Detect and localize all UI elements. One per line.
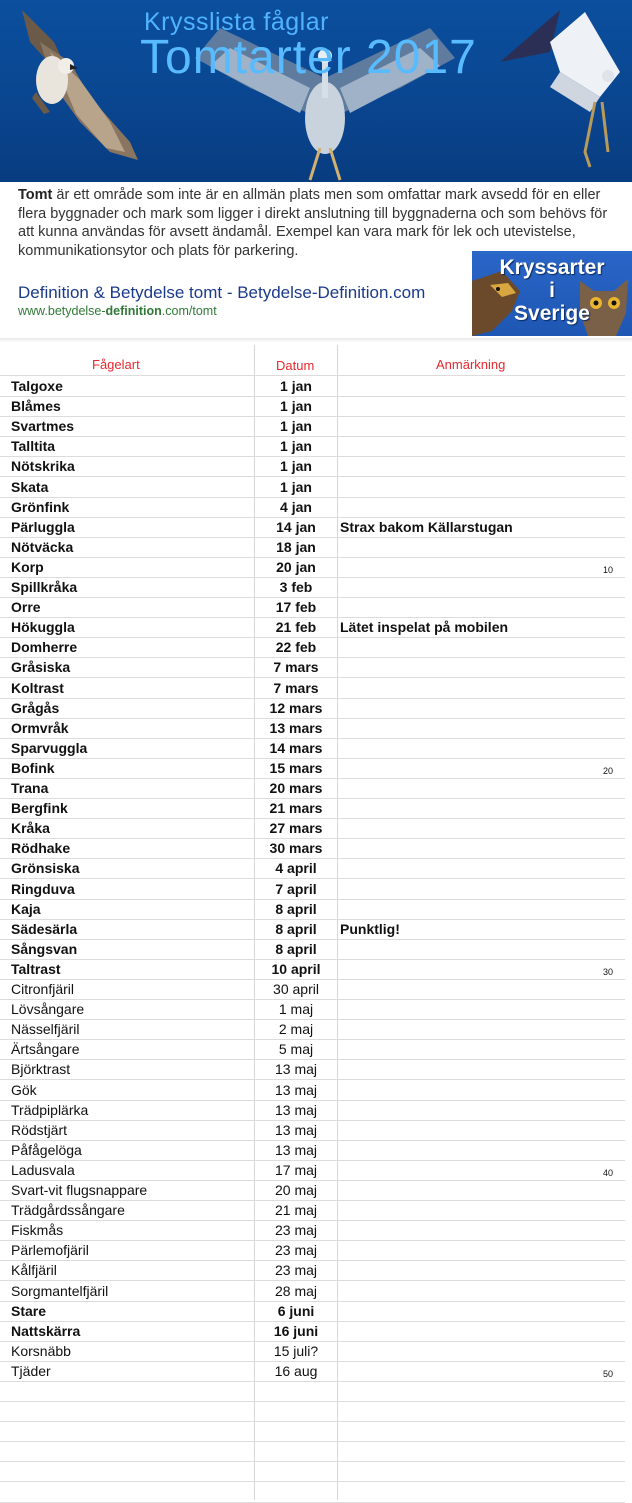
count-marker: 30 bbox=[603, 966, 614, 977]
sighting-date: 28 maj bbox=[274, 1282, 318, 1299]
table-row bbox=[0, 999, 625, 1020]
sighting-date: 13 mars bbox=[269, 719, 323, 736]
species-name: Björktrast bbox=[11, 1061, 71, 1078]
table-row bbox=[0, 456, 625, 477]
table-row bbox=[0, 637, 625, 658]
table-row bbox=[0, 1421, 625, 1442]
table-row bbox=[0, 1281, 625, 1302]
species-name: Grönfink bbox=[11, 498, 70, 515]
sighting-date: 13 maj bbox=[274, 1061, 318, 1078]
count-marker: 50 bbox=[603, 1368, 614, 1379]
sighting-date: 14 mars bbox=[269, 739, 323, 756]
table-row bbox=[0, 597, 625, 618]
table-row bbox=[0, 818, 625, 839]
sighting-date: 13 maj bbox=[274, 1141, 318, 1158]
table-row bbox=[0, 678, 625, 699]
sighting-date: 5 maj bbox=[278, 1041, 314, 1058]
table-row bbox=[0, 959, 625, 980]
sighting-date: 4 april bbox=[275, 860, 317, 877]
sighting-date: 30 mars bbox=[269, 840, 323, 857]
species-name: Lövsångare bbox=[11, 1001, 85, 1018]
table-row bbox=[0, 758, 625, 779]
species-name: Kålfjäril bbox=[11, 1262, 57, 1279]
sighting-date: 21 mars bbox=[269, 800, 323, 817]
species-name: Fiskmås bbox=[11, 1222, 64, 1239]
definition-url[interactable] bbox=[18, 304, 217, 318]
table-row bbox=[0, 1361, 625, 1382]
sighting-date: 27 mars bbox=[269, 820, 323, 837]
table-row bbox=[0, 1100, 625, 1121]
sighting-date: 8 april bbox=[275, 940, 317, 957]
table-row bbox=[0, 376, 625, 397]
species-name: Taltrast bbox=[11, 960, 61, 977]
species-name: Nässelfjäril bbox=[11, 1021, 80, 1038]
table-row bbox=[0, 979, 625, 1000]
banner-title: Tomtarter 2017 bbox=[140, 31, 477, 84]
sighting-date: 23 maj bbox=[274, 1262, 318, 1279]
separator bbox=[0, 338, 632, 342]
table-row bbox=[0, 1301, 625, 1322]
sighting-date: 6 juni bbox=[277, 1302, 315, 1319]
sighting-note: Strax bakom Källarstugan bbox=[340, 518, 513, 535]
sighting-date: 13 maj bbox=[274, 1101, 318, 1118]
sighting-date: 1 jan bbox=[280, 478, 312, 495]
table-row bbox=[0, 1140, 625, 1161]
sighting-date: 2 maj bbox=[278, 1021, 314, 1038]
species-name: Stare bbox=[11, 1302, 47, 1319]
sighting-date: 21 feb bbox=[275, 619, 317, 636]
sighting-date: 20 jan bbox=[276, 558, 316, 575]
table-row bbox=[0, 1341, 625, 1362]
species-name: Rödstjärt bbox=[11, 1121, 68, 1138]
kryssarter-badge[interactable] bbox=[472, 251, 632, 336]
sighting-date: 18 jan bbox=[276, 538, 316, 555]
species-name: Trädpiplärka bbox=[11, 1101, 89, 1118]
species-name: Nattskärra bbox=[11, 1322, 81, 1339]
species-name: Ormvråk bbox=[11, 719, 69, 736]
sighting-date: 1 jan bbox=[280, 378, 312, 394]
sighting-date: 20 maj bbox=[274, 1182, 318, 1198]
table-row bbox=[0, 497, 625, 518]
species-name: Talgoxe bbox=[11, 378, 63, 394]
species-name: Ringduva bbox=[11, 880, 75, 897]
table-row bbox=[0, 1482, 625, 1503]
sighting-date: 4 jan bbox=[280, 498, 312, 515]
badge-line-3: Sverige bbox=[514, 302, 590, 325]
species-name: Svartmes bbox=[11, 418, 75, 435]
species-name: Skata bbox=[11, 478, 49, 495]
table-row bbox=[0, 477, 625, 498]
species-name: Grågås bbox=[11, 699, 60, 716]
table-row bbox=[0, 1220, 625, 1241]
sighting-date: 15 juli? bbox=[273, 1342, 319, 1359]
table-row bbox=[0, 396, 625, 417]
species-name: Kaja bbox=[11, 900, 41, 917]
sighting-date: 14 jan bbox=[276, 518, 316, 535]
table-row bbox=[0, 617, 625, 638]
table-row bbox=[0, 577, 625, 598]
species-name: Sparvuggla bbox=[11, 739, 88, 756]
sighting-date: 23 maj bbox=[274, 1242, 318, 1259]
table-row bbox=[0, 436, 625, 457]
table-row bbox=[0, 838, 625, 859]
species-name: Tjäder bbox=[11, 1362, 51, 1379]
sighting-date: 7 april bbox=[275, 880, 317, 897]
species-name: Påfågelöga bbox=[11, 1141, 82, 1158]
sighting-date: 21 maj bbox=[274, 1202, 318, 1219]
table-row bbox=[0, 738, 625, 759]
species-name: Talltita bbox=[11, 438, 56, 455]
sighting-date: 16 juni bbox=[273, 1322, 319, 1339]
table-row bbox=[0, 1321, 625, 1342]
species-name: Ladusvala bbox=[11, 1161, 75, 1178]
table-row bbox=[0, 1019, 625, 1040]
table-row bbox=[0, 718, 625, 739]
table-row bbox=[0, 1240, 625, 1261]
header-date: Datum bbox=[276, 358, 315, 373]
species-name: Trädgårdssångare bbox=[11, 1202, 125, 1219]
table-row bbox=[0, 537, 625, 558]
table-row bbox=[0, 657, 625, 678]
species-name: Sångsvan bbox=[11, 940, 78, 957]
header-note: Anmärkning bbox=[436, 357, 506, 372]
sighting-date: 13 maj bbox=[274, 1121, 318, 1138]
sighting-date: 1 jan bbox=[280, 438, 312, 455]
species-name: Blåmes bbox=[11, 398, 61, 415]
species-name: Domherre bbox=[11, 639, 78, 656]
species-name: Rödhake bbox=[11, 840, 71, 857]
sighting-date: 1 jan bbox=[280, 458, 312, 475]
species-name: Koltrast bbox=[11, 679, 64, 696]
sighting-date: 30 april bbox=[273, 981, 319, 997]
header-species: Fågelart bbox=[92, 357, 140, 372]
table-row bbox=[0, 1401, 625, 1422]
species-name: Citronfjäril bbox=[11, 981, 75, 997]
osprey-illustration bbox=[10, 2, 150, 167]
badge-line-2: i bbox=[549, 279, 555, 302]
species-name: Ärtsångare bbox=[11, 1041, 80, 1058]
table-row bbox=[0, 1180, 625, 1201]
table-row bbox=[0, 1039, 625, 1060]
intro-paragraph bbox=[18, 186, 614, 260]
species-name: Pärluggla bbox=[11, 518, 75, 535]
sighting-date: 20 mars bbox=[269, 780, 323, 796]
table-row bbox=[0, 517, 625, 538]
table-row bbox=[0, 557, 625, 578]
definition-link[interactable]: Definition & Betydelse tomt - Betydelse-Definition.com bbox=[18, 283, 426, 302]
sighting-date: 17 feb bbox=[275, 599, 317, 616]
table-row bbox=[0, 778, 625, 799]
species-name: Spillkråka bbox=[11, 579, 78, 595]
species-name: Gråsiska bbox=[11, 659, 71, 676]
species-name: Pärlemofjäril bbox=[11, 1242, 89, 1259]
count-marker: 20 bbox=[603, 765, 614, 776]
sighting-date: 13 maj bbox=[274, 1081, 318, 1098]
header-banner bbox=[0, 0, 632, 182]
intro-term: Tomt bbox=[18, 187, 53, 203]
table-row bbox=[0, 919, 625, 940]
count-marker: 10 bbox=[603, 564, 614, 575]
table-row bbox=[0, 798, 625, 819]
sighting-date: 7 mars bbox=[273, 679, 319, 696]
table-row bbox=[0, 1260, 625, 1281]
sighting-date: 16 aug bbox=[274, 1362, 318, 1379]
species-name: Korp bbox=[11, 558, 44, 575]
sighting-date: 17 maj bbox=[274, 1161, 318, 1178]
sighting-date: 8 april bbox=[275, 920, 317, 937]
table-row bbox=[0, 1200, 625, 1221]
banner-subtitle: Krysslista fåglar bbox=[144, 8, 329, 36]
species-name: Orre bbox=[11, 599, 41, 616]
table-row bbox=[0, 1120, 625, 1141]
species-name: Bofink bbox=[11, 759, 55, 776]
species-name: Sädesärla bbox=[11, 920, 78, 937]
sighting-date: 1 jan bbox=[280, 398, 312, 415]
table-header bbox=[0, 353, 625, 376]
sighting-date: 15 mars bbox=[269, 759, 323, 776]
table-row bbox=[0, 879, 625, 900]
url-bold: definition bbox=[105, 304, 162, 318]
table-row bbox=[0, 1080, 625, 1101]
species-name: Korsnäbb bbox=[11, 1342, 71, 1359]
sighting-date: 23 maj bbox=[274, 1222, 318, 1239]
sighting-date: 22 feb bbox=[275, 639, 317, 656]
table-row bbox=[0, 899, 625, 920]
badge-line-1: Kryssarter bbox=[499, 256, 605, 279]
species-name: Bergfink bbox=[11, 800, 68, 817]
heron-flying-illustration bbox=[490, 2, 630, 177]
sighting-date: 8 april bbox=[275, 900, 317, 917]
species-name: Nötväcka bbox=[11, 538, 74, 555]
intro-text: är ett område som inte är en allmän plats men som omfattar mark avsedd för en eller flera byggnader och mark som ligger i direkt anslutning till byggnaderna och som behövs för att kunna användas för avsett ändamål. Exempel kan vara mark för lek och utevistelse, kommunikationsytor och plats för parkering. bbox=[18, 187, 608, 259]
sighting-date: 7 mars bbox=[273, 659, 319, 676]
species-name: Sorgmantelfjäril bbox=[11, 1282, 109, 1299]
table-row bbox=[0, 1059, 625, 1080]
species-name: Nötskrika bbox=[11, 458, 75, 475]
species-name: Hökuggla bbox=[11, 619, 75, 636]
table-row bbox=[0, 698, 625, 719]
table-row bbox=[0, 1461, 625, 1482]
sighting-note: Punktlig! bbox=[340, 920, 400, 937]
table-row bbox=[0, 1441, 625, 1462]
species-name: Trana bbox=[11, 780, 49, 796]
sighting-date: 3 feb bbox=[279, 579, 313, 595]
count-marker: 40 bbox=[603, 1167, 614, 1178]
sighting-date: 1 maj bbox=[278, 1001, 314, 1018]
sighting-date: 10 april bbox=[271, 960, 321, 977]
table-row bbox=[0, 1160, 625, 1181]
species-name: Kråka bbox=[11, 820, 50, 837]
url-suffix: .com/tomt bbox=[161, 304, 217, 318]
species-name: Svart-vit flugsnappare bbox=[11, 1182, 148, 1198]
sighting-date: 1 jan bbox=[280, 418, 312, 435]
table-row bbox=[0, 939, 625, 960]
species-name: Gök bbox=[11, 1081, 37, 1098]
species-name: Grönsiska bbox=[11, 860, 80, 877]
sighting-note: Lätet inspelat på mobilen bbox=[340, 619, 509, 636]
table-row bbox=[0, 1381, 625, 1402]
url-prefix: www.betydelse- bbox=[18, 304, 106, 318]
sighting-date: 12 mars bbox=[269, 699, 323, 716]
table-row bbox=[0, 858, 625, 879]
table-row bbox=[0, 416, 625, 437]
